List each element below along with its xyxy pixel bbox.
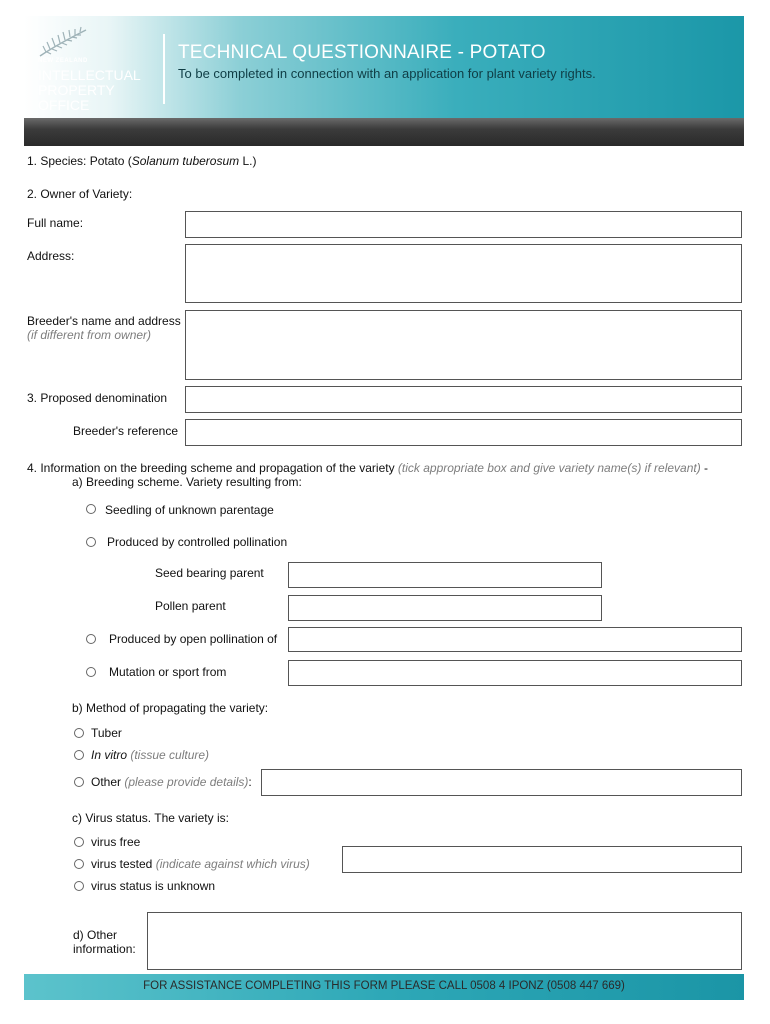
- logo-line-2: PROPERTY: [38, 82, 115, 98]
- mutation-label: Mutation or sport from: [109, 665, 227, 679]
- pollen-parent-label: Pollen parent: [155, 599, 226, 613]
- address-field[interactable]: [185, 244, 742, 303]
- breeder-label: Breeder's name and address: [27, 314, 181, 328]
- other-method-radio[interactable]: [74, 777, 84, 787]
- owner-heading: 2. Owner of Variety:: [27, 187, 133, 201]
- in-vitro-label: In vitro: [91, 748, 128, 762]
- form-subtitle: To be completed in connection with an application for plant variety rights.: [178, 66, 596, 81]
- seed-parent-label: Seed bearing parent: [155, 566, 264, 580]
- species-line: [27, 154, 256, 168]
- breeding-heading-dash: -: [700, 461, 709, 475]
- other-method-note: (please provide details): [121, 775, 249, 789]
- mutation-field[interactable]: [288, 660, 742, 686]
- mutation-radio[interactable]: [86, 667, 96, 677]
- full-name-label: Full name:: [27, 216, 84, 230]
- virus-tested-note: (indicate against which virus): [152, 857, 310, 871]
- denomination-label: 3. Proposed denomination: [27, 391, 168, 405]
- fern-logo-icon: [36, 24, 92, 60]
- logo-divider: [163, 34, 165, 104]
- form-title: TECHNICAL QUESTIONNAIRE - POTATO: [178, 42, 546, 63]
- controlled-pollination-label: Produced by controlled pollination: [107, 535, 288, 549]
- breeder-address-field[interactable]: [185, 310, 742, 380]
- breeder-note: (if different from owner): [27, 328, 152, 342]
- other-method-label: Other: [91, 775, 122, 789]
- virus-free-label: virus free: [91, 835, 141, 849]
- virus-unknown-radio[interactable]: [74, 881, 84, 891]
- open-pollination-label: Produced by open pollination of: [109, 632, 278, 646]
- open-pollination-field[interactable]: [288, 627, 742, 652]
- breeding-scheme-label: a) Breeding scheme. Variety resulting from:: [72, 475, 302, 489]
- breeder-reference-label: Breeder's reference: [73, 424, 179, 438]
- breeding-heading-text: 4. Information on the breeding scheme and propagation of the variety: [27, 461, 398, 475]
- address-label: Address:: [27, 249, 75, 263]
- in-vitro-note: (tissue culture): [127, 748, 210, 762]
- virus-tested-field[interactable]: [342, 846, 742, 873]
- seed-parent-field[interactable]: [288, 562, 602, 588]
- virus-status-label: c) Virus status. The variety is:: [72, 811, 229, 825]
- other-info-label-2: information:: [73, 942, 136, 956]
- pollen-parent-field[interactable]: [288, 595, 602, 621]
- species-suffix: L.): [239, 154, 257, 168]
- breeding-scheme-heading: [27, 461, 708, 475]
- open-pollination-radio[interactable]: [86, 634, 96, 644]
- virus-tested-radio[interactable]: [74, 859, 84, 869]
- tuber-label: Tuber: [91, 726, 122, 740]
- logo-line-1: INTELLECTUAL: [38, 67, 141, 83]
- header-dark-band: [24, 118, 744, 146]
- virus-free-radio[interactable]: [74, 837, 84, 847]
- breeding-heading-note: (tick appropriate box and give variety name(s) if relevant): [397, 461, 701, 475]
- logo-text: [38, 68, 141, 113]
- other-info-field[interactable]: [147, 912, 742, 970]
- other-method-colon: :: [248, 775, 252, 789]
- breeder-reference-field[interactable]: [185, 419, 742, 446]
- logo-country: NEW ZEALAND: [38, 58, 88, 64]
- other-method-field[interactable]: [261, 769, 742, 796]
- virus-tested-label: virus tested: [91, 857, 153, 871]
- species-latin: Solanum tuberosum: [131, 154, 240, 168]
- species-prefix: 1. Species: Potato (: [27, 154, 132, 168]
- footer-assistance-text: FOR ASSISTANCE COMPLETING THIS FORM PLEASE CALL 0508 4 IPONZ (0508 447 669): [143, 980, 625, 992]
- full-name-field[interactable]: [185, 211, 742, 238]
- virus-tested-line: [91, 857, 310, 871]
- seedling-label: Seedling of unknown parentage: [105, 503, 274, 517]
- in-vitro-radio[interactable]: [74, 750, 84, 760]
- in-vitro-line: [91, 748, 209, 762]
- propagation-label: b) Method of propagating the variety:: [72, 701, 269, 715]
- tuber-radio[interactable]: [74, 728, 84, 738]
- other-info-label-1: d) Other: [73, 928, 118, 942]
- logo-line-3: OFFICE: [38, 97, 90, 113]
- denomination-field[interactable]: [185, 386, 742, 413]
- seedling-radio[interactable]: [86, 504, 96, 514]
- virus-unknown-label: virus status is unknown: [91, 879, 216, 893]
- controlled-pollination-radio[interactable]: [86, 537, 96, 547]
- other-method-line: [91, 775, 252, 789]
